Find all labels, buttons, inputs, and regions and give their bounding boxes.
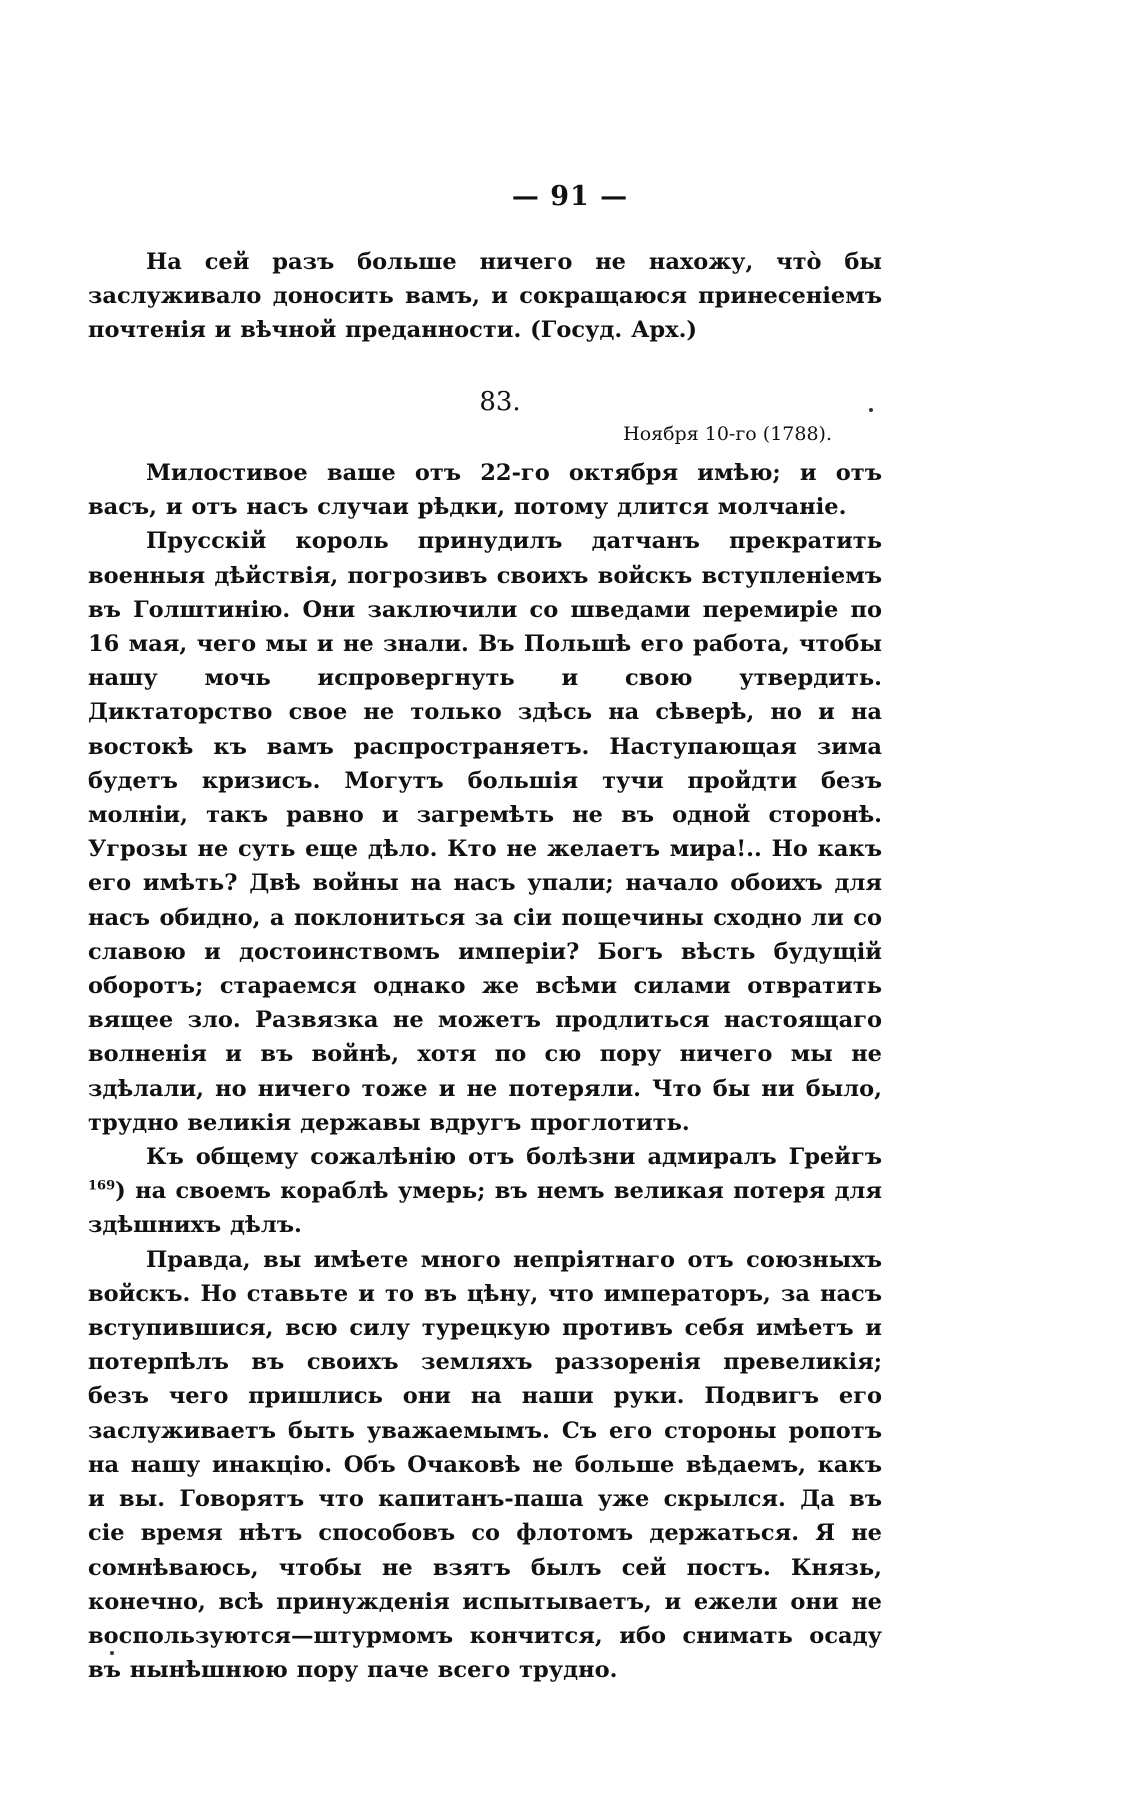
paragraph-text: ) на своемъ кораблѣ умерь; въ немъ великая потеря для здѣшнихъ дѣлъ.: [88, 1178, 882, 1239]
letter-paragraph: Прусскій король принудилъ датчанъ прекратить военныя дѣйствія, погрозивъ своихъ войскъ вступленіемъ въ Голштинію. Они заключили со шведами перемиріе по 16 мая, чего мы и не знали. Въ Польшѣ его работа, чтобы нашу мочь испровергнуть и свою утвердить. Диктаторство свое не только здѣсь на сѣверѣ, но и на востокѣ къ вамъ распространяетъ. Наступающая зима будетъ кризисъ. Могутъ большія тучи пройдти безъ молніи, такъ равно и загремѣть не въ одной сторонѣ. Угрозы не суть еще дѣло. Кто не желаетъ мира!.. Но какъ его имѣть? Двѣ войны на насъ упали; начало обоихъ для насъ обидно, а поклониться за сіи пощечины сходно ли со славою и достоинствомъ имперіи? Богъ вѣсть будущій оборотъ; стараемся однако же всѣми силами отвратить вящее зло. Развязка не можетъ продлиться настоящаго волненія и въ войнѣ, хотя по сю пору ничего мы не здѣлали, но ничего тоже и не потеряли. Что бы ни было, трудно великія державы вдругъ проглотить.: [88, 528, 882, 1136]
letter-body: [88, 456, 882, 1687]
print-speck: [869, 408, 873, 412]
letter-paragraph: [88, 1140, 882, 1243]
paragraph-text: Къ общему сожалѣнію отъ болѣзни адмиралъ Грейгъ: [146, 1144, 882, 1171]
footnote-marker: 169: [88, 1178, 116, 1194]
letter-paragraph: Милостивое ваше отъ 22-го октября имѣю; и отъ васъ, и отъ насъ случаи рѣдки, потому длится молчаніе.: [88, 460, 882, 521]
page-number: — 91 —: [511, 181, 629, 212]
intro-text-block: [88, 245, 882, 348]
letter-paragraph: Правда, вы имѣете много непріятнаго отъ союзныхъ войскъ. Но ставьте и то въ цѣну, что императоръ, за насъ вступившися, всю силу турецкую противъ себя имѣетъ и потерпѣлъ въ своихъ земляхъ раззоренія превеликія; безъ чего пришлись они на наши руки. Подвигъ его заслуживаетъ быть уважаемымъ. Съ его стороны ропотъ на нашу инакцію. Объ Очаковѣ не больше вѣдаемъ, какъ и вы. Говорятъ что капитанъ-паша уже скрылся. Да въ сіе время нѣтъ способовъ со флотомъ держаться. Я не сомнѣваюсь, чтобы не взятъ былъ сей постъ. Князь, конечно, всѣ принужденія испытываетъ, и ежели они не воспользуются—штурмомъ кончится, ибо снимать осаду въ нынѣшнюю пору паче всего трудно.: [88, 1246, 882, 1684]
intro-paragraph: На сей разъ больше ничего не нахожу, чтò бы заслуживало доносить вамъ, и сокращаюся принесеніемъ почтенія и вѣчной преданности. (Госуд. Арх.): [88, 249, 882, 344]
print-speck: [110, 1651, 114, 1655]
letter-date: Ноября 10-го (1788).: [623, 423, 832, 445]
letter-number: 83.: [479, 387, 521, 417]
